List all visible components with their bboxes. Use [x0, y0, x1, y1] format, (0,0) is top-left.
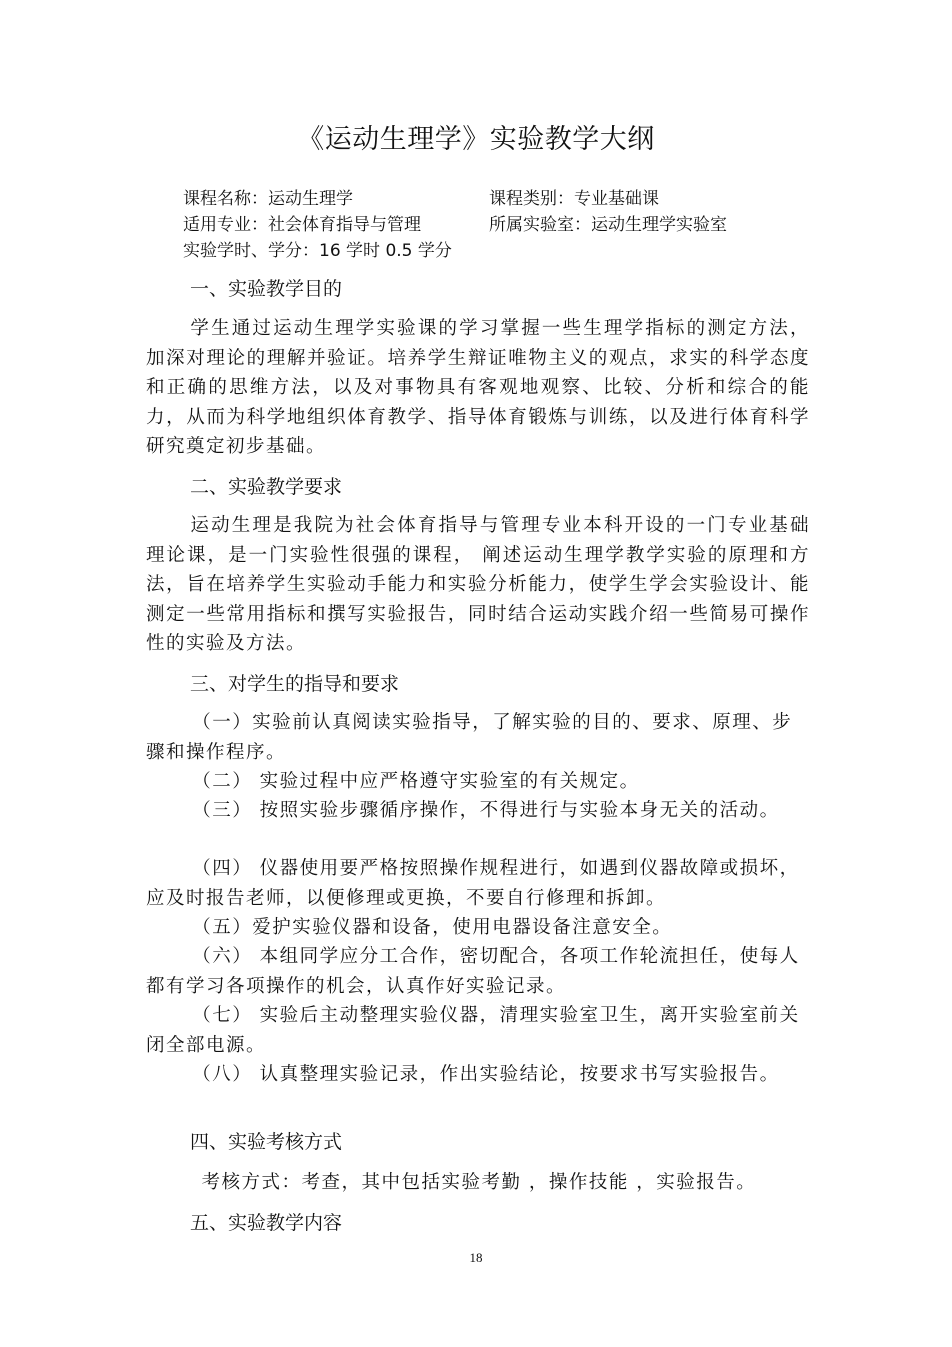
course-meta: [183, 186, 727, 264]
section-paragraph-4: 考核方式：考查，其中包括实验考勤 ，操作技能 ，实验报告。: [201, 1172, 757, 1193]
section-heading-3: 三、对学生的指导和要求: [190, 673, 400, 695]
course-type: 课程类别：专业基础课: [489, 189, 659, 209]
guideline-item-5: （五）爱护实验仪器和设备，使用电器设备注意安全。: [192, 917, 673, 938]
guideline-item-3: （三） 按照实验步骤循序操作，不得进行与实验本身无关的活动。: [192, 800, 780, 821]
guideline-item-1: （一）实验前认真阅读实验指导，了解实验的目的、要求、原理、步骤和操作程序。: [146, 712, 793, 763]
guideline-item-8: （八） 认真整理实验记录，作出实验结论，按要求书写实验报告。: [192, 1064, 780, 1085]
applicable-major: 适用专业：社会体育指导与管理: [183, 215, 421, 235]
meta-row-3: [183, 238, 452, 264]
course-name: 课程名称：运动生理学: [183, 189, 353, 209]
guideline-item-2: （二） 实验过程中应严格遵守实验室的有关规定。: [192, 771, 640, 792]
guideline-item-4: （四） 仪器使用要严格按照操作规程进行，如遇到仪器故障或损坏，应及时报告老师，以便修理或更换，不要自行修理和拆卸。: [146, 858, 800, 909]
guideline-item-6: （六） 本组同学应分工合作，密切配合，各项工作轮流担任，使每人都有学习各项操作的机会，认真作好实验记录。: [146, 946, 800, 997]
section-heading-1: 一、实验教学目的: [190, 278, 343, 300]
meta-row-1: [183, 186, 659, 212]
section-heading-5: 五、实验教学内容: [190, 1212, 343, 1234]
section-paragraph-2: 运动生理是我院为社会体育指导与管理专业本科开设的一门专业基础理论课，是一门实验性很强的课程， 阐述运动生理学教学实验的原理和方法，旨在培养学生实验动手能力和实验分析能力，使学生学会实验设计、能测定一些常用指标和撰写实验报告，同时结合运动实践介绍一些简易可操作性的实验及方法。: [146, 515, 810, 654]
guideline-item-7: （七） 实验后主动整理实验仪器，清理实验室卫生，离开实验室前关闭全部电源。: [146, 1005, 800, 1056]
section-paragraph-1: 学生通过运动生理学实验课的学习掌握一些生理学指标的测定方法，加深对理论的理解并验证。培养学生辩证唯物主义的观点，求实的科学态度和正确的思维方法，以及对事物具有客观地观察、比较、分析和综合的能力，从而为科学地组织体育教学、指导体育锻炼与训练，以及进行体育科学研究奠定初步基础。: [146, 318, 810, 457]
hours-credits: 实验学时、学分：16 学时 0.5 学分: [183, 241, 452, 261]
lab-name: 所属实验室：运动生理学实验室: [489, 215, 727, 235]
page-number: 18: [469, 1250, 483, 1265]
section-heading-4: 四、实验考核方式: [190, 1131, 343, 1153]
meta-row-2: [183, 212, 727, 238]
page-title: 《运动生理学》实验教学大纲: [297, 124, 655, 155]
section-heading-2: 二、实验教学要求: [190, 476, 343, 498]
